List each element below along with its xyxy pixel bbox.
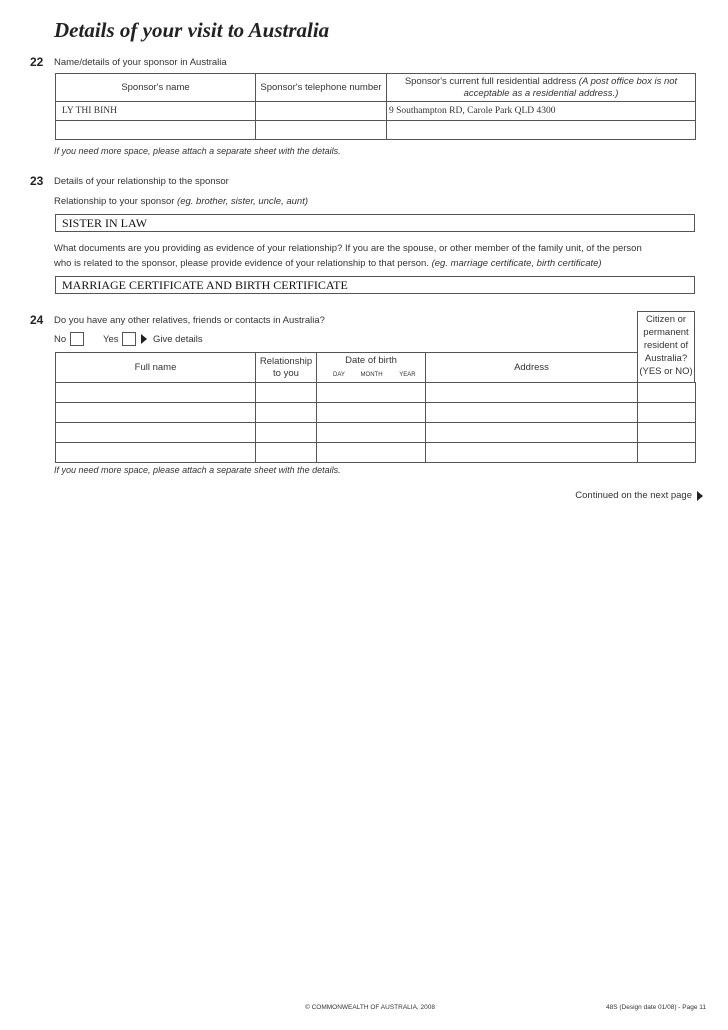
contact-relationship-field[interactable] (256, 443, 317, 463)
table-row (56, 121, 696, 140)
documents-question-line-2 (54, 258, 602, 269)
arrow-right-icon (697, 491, 703, 501)
table-row (56, 102, 696, 121)
contact-dob-field[interactable] (317, 383, 426, 403)
contact-address-field[interactable] (426, 443, 638, 463)
documents-field[interactable]: MARRIAGE CERTIFICATE AND BIRTH CERTIFICATE (55, 276, 695, 294)
citizen-header-line: Citizen or (645, 314, 687, 325)
contact-relationship-field[interactable] (256, 403, 317, 423)
dob-year-label: YEAR (399, 372, 416, 378)
contacts-header-table (55, 352, 638, 383)
contact-fullname-field[interactable] (56, 403, 256, 423)
contact-fullname-field[interactable] (56, 443, 256, 463)
contacts-table (55, 382, 696, 463)
question-24-label: Do you have any other relatives, friends or contacts in Australia? (54, 315, 325, 326)
relationship-header-line-2: to you (273, 367, 299, 379)
dob-header-label: Date of birth (345, 355, 397, 366)
sponsor-address-header-note: (A post office box is not acceptable as a residential address.) (463, 75, 678, 99)
table-row (56, 443, 696, 463)
arrow-right-icon (141, 334, 147, 344)
no-checkbox[interactable] (70, 332, 84, 346)
question-24-note: If you need more space, please attach a separate sheet with the details. (54, 465, 341, 475)
sponsor-address-field[interactable]: 9 Southampton RD, Carole Park QLD 4300 (387, 102, 696, 121)
contact-citizen-field[interactable] (638, 403, 696, 423)
sponsor-phone-field[interactable] (256, 121, 387, 140)
question-22-number: 22 (30, 55, 44, 69)
continued-label: Continued on the next page (575, 490, 692, 501)
sponsor-name-header: Sponsor's name (56, 74, 256, 102)
citizen-header-line: resident of (643, 340, 689, 351)
documents-question-line-1: What documents are you providing as evidence of your relationship? If you are the spouse, or other member of the family unit, of the person (54, 243, 642, 254)
fullname-header: Full name (56, 353, 256, 383)
citizen-header (637, 311, 695, 383)
give-details-label: Give details (153, 334, 203, 345)
page-number: 48S (Design date 01/08) - Page 11 (606, 1004, 706, 1011)
question-23-label: Details of your relationship to the sponsor (54, 176, 229, 187)
question-24-number: 24 (30, 313, 44, 327)
relationship-header (256, 353, 317, 383)
citizen-header-line: Australia? (644, 353, 688, 364)
dob-month-label: MONTH (360, 372, 383, 378)
table-row (56, 383, 696, 403)
dob-day-label: DAY (333, 372, 345, 378)
relationship-label-text: Relationship to your sponsor (54, 196, 175, 207)
page-title: Details of your visit to Australia (54, 18, 330, 42)
address-header: Address (426, 353, 638, 383)
relationship-field[interactable]: SISTER IN LAW (55, 214, 695, 232)
sponsor-address-header-label: Sponsor's current full residential address (404, 75, 577, 87)
contact-fullname-field[interactable] (56, 383, 256, 403)
citizen-header-line: (YES or NO) (639, 366, 693, 377)
question-22-note: If you need more space, please attach a separate sheet with the details. (54, 146, 341, 156)
yes-label: Yes (103, 334, 119, 345)
relationship-label (54, 196, 308, 207)
contact-citizen-field[interactable] (638, 443, 696, 463)
dob-header (317, 353, 426, 383)
contact-citizen-field[interactable] (638, 423, 696, 443)
contact-citizen-field[interactable] (638, 383, 696, 403)
question-22-label: Name/details of your sponsor in Australia (54, 57, 227, 68)
relationship-header-line-1: Relationship (259, 355, 313, 367)
documents-example: (eg. marriage certificate, birth certificate) (431, 258, 602, 269)
sponsor-phone-header: Sponsor's telephone number (256, 74, 387, 102)
dob-subheaders (317, 367, 425, 379)
contact-dob-field[interactable] (317, 423, 426, 443)
contact-address-field[interactable] (426, 383, 638, 403)
question-23-number: 23 (30, 174, 44, 188)
table-row (56, 403, 696, 423)
contact-dob-field[interactable] (317, 443, 426, 463)
contact-dob-field[interactable] (317, 403, 426, 423)
no-label: No (54, 334, 67, 345)
yes-checkbox[interactable] (122, 332, 136, 346)
sponsor-name-field[interactable] (56, 121, 256, 140)
contact-fullname-field[interactable] (56, 423, 256, 443)
sponsor-name-field[interactable]: LY THI BINH (56, 102, 256, 121)
table-row (56, 423, 696, 443)
contact-relationship-field[interactable] (256, 383, 317, 403)
relationship-example: (eg. brother, sister, uncle, aunt) (177, 196, 309, 207)
citizen-header-line: permanent (643, 327, 689, 338)
sponsor-address-header (387, 74, 696, 102)
sponsor-table (55, 73, 696, 140)
sponsor-phone-field[interactable] (256, 102, 387, 121)
documents-question-line-2-text: who is related to the sponsor, please provide evidence of your relationship to that person. (54, 258, 429, 269)
contact-relationship-field[interactable] (256, 423, 317, 443)
sponsor-address-field[interactable] (387, 121, 696, 140)
contact-address-field[interactable] (426, 423, 638, 443)
contact-address-field[interactable] (426, 403, 638, 423)
copyright: © COMMONWEALTH OF AUSTRALIA, 2008 (305, 1004, 435, 1011)
